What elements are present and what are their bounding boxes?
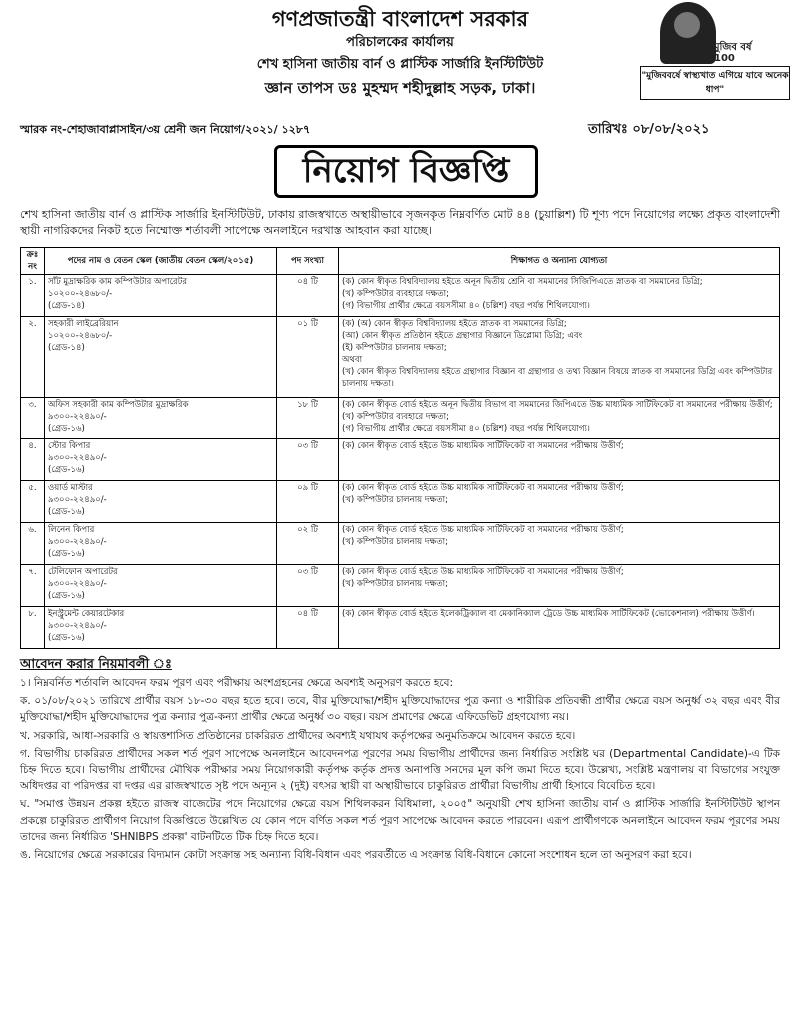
post-name-cell xyxy=(45,439,277,481)
post-serial: ২. xyxy=(21,316,45,397)
requirement-line: (খ) কম্পিউটার চালনায় দক্ষতা; xyxy=(342,579,448,590)
post-scale: ৯৩০০-২২৪৯০/- xyxy=(48,621,107,632)
posts-table xyxy=(20,247,780,649)
post-scale: ১০২০০-২৪৬৮০/- xyxy=(48,289,113,299)
memo-reference: স্মারক নং-শেহাজাবাপ্লাসাইন/৩য় শ্রেনী জন নিয়োগ/২০২১/ ১২৮৭ xyxy=(20,123,311,136)
post-serial: ৩. xyxy=(21,397,45,439)
requirement-line: (ক) কোন স্বীকৃত বোর্ড হইতে অনূন দ্বিতীয় বিভাগ বা সমমানের জিপিএতে উচ্চ মাধ্যমিক সার্টিফিকেট বা সমমানের পরীক্ষায় উত্তীর্ণ; xyxy=(342,399,773,410)
post-grade: (গ্রেড-১৬) xyxy=(48,507,85,518)
post-count: ০৩ টি xyxy=(277,439,339,481)
post-name-cell xyxy=(45,565,277,607)
post-serial: ৮. xyxy=(21,607,45,649)
post-grade: (গ্রেড-১৬) xyxy=(48,549,85,560)
post-name: ইনস্ট্রুমেন্ট কেয়ারটেকার xyxy=(48,609,125,620)
post-count: ০৩ টি xyxy=(277,565,339,607)
requirement-line: (খ) কম্পিউটার চালনায় দক্ষতা; xyxy=(342,495,448,506)
post-name-cell xyxy=(45,316,277,397)
rule-item: ১। নিম্নবর্নিত শর্তাবলি আবেদন ফরম পূরণ এবং পরীক্ষায় অংশগ্রহনের ক্ষেত্রে অবশ্যই অনুসরণ করতে হবে: xyxy=(20,677,454,689)
notice-title-box xyxy=(274,145,538,198)
post-grade: (গ্রেড-১৪) xyxy=(48,342,85,353)
requirement-line: (আ) কোন স্বীকৃত প্রতিষ্ঠান হইতে গ্রন্থাগার বিজ্ঞানে ডিপ্লোমা ডিগ্রি; এবং xyxy=(342,330,583,341)
header-post-count: পদ সংখ্যা xyxy=(277,248,339,275)
letterhead xyxy=(150,6,650,100)
memo-date: তারিখঃ ০৮/০৮/২০২১ xyxy=(588,122,710,137)
post-name: সাঁট মুদ্রাক্ষরিক কাম কম্পিউটার অপারেটর xyxy=(48,277,188,287)
table-header-row xyxy=(21,248,780,275)
portrait-icon xyxy=(660,2,716,64)
post-requirements xyxy=(339,481,780,523)
post-count: ০৪ টি xyxy=(277,607,339,649)
post-grade: (গ্রেড-১৬) xyxy=(48,633,85,644)
post-name: টেলিফোন অপারেটর xyxy=(48,567,118,578)
post-name-cell xyxy=(45,523,277,565)
post-requirements xyxy=(339,275,780,317)
post-requirements xyxy=(339,565,780,607)
requirement-line: (ক) কোন স্বীকৃত বোর্ড হইতে ইলেকট্রিক্যাল বা মেকানিক্যাল ট্রেডে উচ্চ মাধ্যমিক সার্টিফিকেট (ভোকেশনাল) পরীক্ষায় উত্তীর্ণ। xyxy=(342,609,755,620)
slogan-box: "মুজিববর্ষে স্বাস্থ্যখাত এগিয়ে যাবে অনেক ধাপ" xyxy=(640,66,790,100)
requirement-line: (খ) কম্পিউটার ব্যবহারে দক্ষতা; xyxy=(342,289,449,299)
rule-item: ক. ০১/০৮/২০২১ তারিখে প্রার্থীর বয়স ১৮-৩০ বছর হতে হবে। তবে, বীর মুক্তিযোদ্ধা/শহীদ মুক্তিযোদ্ধাদের পুত্র কন্যা ও শারীরিক প্রতিবন্ধী প্রার্থীর ক্ষেত্রে বয়স অনুর্ধ্ব ৩২ বছর এবং বীর মুক্তিযোদ্ধা/শহীদ মুক্তিযোদ্ধাদের পুত্র কন্যার পুত্র-কন্যা প্রার্থীর ক্ষেত্রে অনুর্ধ্ব ৩০ বছর। বয়স প্রমাণের ক্ষেত্রে এফিডেভিট গ্রহণযোগ্য নয়। xyxy=(20,695,780,724)
rule-item: খ. সরকারি, আধা-সরকারি ও স্বায়ত্তশাসিত প্রতিষ্ঠানের চাকরিরত প্রার্থীদের অবশ্যই যথাযথ কর্তৃপক্ষের অনুমতিক্রমে আবেদন করতে হবে। xyxy=(20,729,576,742)
post-name-cell xyxy=(45,481,277,523)
post-scale: ১০২০০-২৪৬৮০/- xyxy=(48,330,113,341)
post-name: স্টোর কিপার xyxy=(48,441,91,452)
header-requirements: শিক্ষাগত ও অন্যান্য যোগ্যতা xyxy=(339,248,780,275)
notice-title: নিয়োগ বিজ্ঞপ্তি xyxy=(302,151,510,191)
post-scale: ৯৩০০-২২৪৯০/- xyxy=(48,411,107,422)
post-scale: ৯৩০০-২২৪৯০/- xyxy=(48,453,107,464)
table-row xyxy=(21,565,780,607)
post-grade: (গ্রেড-১৬) xyxy=(48,465,85,476)
requirement-line: (ক) কোন স্বীকৃত বিশ্ববিদ্যালয় হইতে অনূন দ্বিতীয় শ্রেনি বা সমমানের সিজিপিএতে স্নাতক বা সমমানের ডিগ্রি; xyxy=(342,277,703,287)
post-grade: (গ্রেড-১৬) xyxy=(48,423,85,434)
requirement-line: (ক) কোন স্বীকৃত বোর্ড হইতে উচ্চ মাধ্যমিক সার্টিফিকেট বা সমমানের পরীক্ষায় উত্তীর্ণ; xyxy=(342,567,624,578)
rule-item: গ. বিভাগীয় চাকরিরত প্রার্থীদের সকল শর্ত পূরণ সাপেক্ষে অনলাইনে আবেদনপত্র পূরণের সময় বিভাগীয় প্রার্থীদের জন্য নির্ধারিত সংশ্লিষ্ট ঘর (Departmental Candidate)-এ টিক চিহ্ন দিতে হবে। বিভাগীয় প্রার্থীদের মৌখিক পরীক্ষার সময় নিয়োগকারী কর্তৃপক্ষ কর্তৃক প্রদত্ত অনাপত্তি সনদের মূল কপি জমা দিতে হবে। উল্লেখ্য, সংশ্লিষ্ট মন্ত্রণালয় বা বিভাগের সংযুক্ত অধিদপ্তর বা পরিদপ্তর বা দপ্তর এর রাজস্বখাতে সৃষ্ট পদে অন্যূন ২ (দুই) বৎসর স্থায়ী বা অস্থায়ীভাবে চাকুরিরত প্রার্থীরা বিভাগীয় প্রার্থী হিসাবে বিবেচিত হবে। xyxy=(20,747,780,793)
requirement-line: (ক) (অ) কোন স্বীকৃত বিশ্ববিদ্যালয় হইতে স্নাতক বা সমমানের ডিগ্রি; xyxy=(342,318,567,329)
rules-title: আবেদন করার নিয়মাবলী ঃ xyxy=(20,657,172,672)
requirement-line: (গ) বিভাগীয় প্রার্থীর ক্ষেত্রে বয়সসীমা ৪০ (চল্লিশ) বছর পর্যন্ত শিথিলযোগ্য। xyxy=(342,423,590,434)
post-requirements xyxy=(339,397,780,439)
mujib-borsho-logo xyxy=(658,2,768,64)
post-requirements xyxy=(339,439,780,481)
post-count: ০২ টি xyxy=(277,523,339,565)
institute-name: শেখ হাসিনা জাতীয় বার্ন ও প্লাস্টিক সার্জারি ইনস্টিটিউট xyxy=(256,57,544,72)
post-serial: ৬. xyxy=(21,523,45,565)
requirement-line: (খ) কম্পিউটার ব্যবহারে দক্ষতা; xyxy=(342,411,449,422)
header-serial: ক্রঃ নং xyxy=(21,248,45,275)
requirement-line: (খ) কম্পিউটার চালনায় দক্ষতা; xyxy=(342,537,448,548)
post-scale: ৯৩০০-২২৪৯০/- xyxy=(48,537,107,548)
requirement-line: (ক) কোন স্বীকৃত বোর্ড হইতে উচ্চ মাধ্যমিক সার্টিফিকেট বা সমমানের পরীক্ষায় উত্তীর্ণ; xyxy=(342,441,624,452)
post-name: লিনেন কিপার xyxy=(48,525,95,536)
table-row xyxy=(21,439,780,481)
logo-text: মুজিব বর্ষ 100 xyxy=(714,42,752,64)
table-row xyxy=(21,316,780,397)
government-name: গণপ্রজাতন্ত্রী বাংলাদেশ সরকার xyxy=(271,7,529,31)
institute-address: জ্ঞান তাপস ডঃ মুহম্মদ শহীদুল্লাহ সড়ক, ঢাকা। xyxy=(264,79,536,97)
requirement-line: (ক) কোন স্বীকৃত বোর্ড হইতে উচ্চ মাধ্যমিক সার্টিফিকেট বা সমমানের পরীক্ষায় উত্তীর্ণ; xyxy=(342,483,624,494)
intro-paragraph: শেখ হাসিনা জাতীয় বার্ন ও প্লাস্টিক সার্জারি ইনস্টিটিউট, ঢাকায় রাজস্বখাতে অস্থায়ীভাবে সৃজনকৃত নিম্নবর্ণিত মোট ৪৪ (চুয়াল্লিশ) টি শূণ্য পদে নিয়োগের লক্ষ্যে প্রকৃত বাংলাদেশী স্থায়ী নাগরিকদের নিকট হতে নিম্মোক্ত শর্তাবলী সাপেক্ষে অনলাইনে দরখাস্ত আহবান করা যাচ্ছে। xyxy=(20,208,780,237)
requirement-line: (ক) কোন স্বীকৃত বোর্ড হইতে উচ্চ মাধ্যমিক সার্টিফিকেট বা সমমানের পরীক্ষায় উত্তীর্ণ; xyxy=(342,525,624,536)
office-name: পরিচালকের কার্যালয় xyxy=(346,35,454,50)
post-requirements xyxy=(339,607,780,649)
requirement-line: (ই) কম্পিউটার চালনায় দক্ষতা; xyxy=(342,342,447,353)
post-grade: (গ্রেড-১৪) xyxy=(48,301,85,311)
post-serial: ৭. xyxy=(21,565,45,607)
table-row xyxy=(21,275,780,317)
post-count: ১৮ টি xyxy=(277,397,339,439)
post-scale: ৯৩০০-২২৪৯০/- xyxy=(48,579,107,590)
rule-item: ঙ. নিয়োগের ক্ষেত্রে সরকারের বিদ্যমান কোটা সংক্রান্ত সহ অন্যান্য বিধি-বিধান এবং পরবর্তীতে এ সংক্রান্ত বিধি-বিধানে কোনো সংশোধন হলে তা অনুসরণ করা হবে। xyxy=(20,849,692,862)
table-row xyxy=(21,481,780,523)
post-count: ০১ টি xyxy=(277,316,339,397)
post-count: ০৯ টি xyxy=(277,481,339,523)
rule-item: ঘ. "সমাপ্ত উন্নয়ন প্রকল্প হইতে রাজস্ব বাজেটের পদে নিয়োগের ক্ষেত্রে বয়স শিথিলকরন বিধিমালা, ২০০৫" অনুযায়ী শেখ হাসিনা জাতীয় বার্ন ও প্লাস্টিক সার্জারি ইনস্টিটিউট স্থাপন প্রকল্পে চাকুরিরত প্রার্থীগণ নিয়োগ বিজ্ঞপ্তিতে উল্লেখিত যে কোন পদে বর্ণিত সকল শর্ত পূরণ সাপেক্ষে আবেদন করতে পারবেন। এরূপ প্রার্থীগণকে অনলাইনে আবেদন ফরম পূরণের সময় তাদের জন্য নির্ধারিত 'SHNIBPS প্রকল্প' বাটনটিতে টিক চিহ্ন দিতে হবে। xyxy=(20,798,780,843)
requirement-line: অথবা xyxy=(342,354,363,365)
table-row xyxy=(21,607,780,649)
post-scale: ৯৩০০-২২৪৯০/- xyxy=(48,495,107,506)
requirement-line: (খ) কোন স্বীকৃত বিশ্ববিদ্যালয় হইতে গ্রন্থাগার বিজ্ঞান বা গ্রন্থাগার ও তথ্য বিজ্ঞান বিষয়ে স্নাতক বা সমমানের ডিগ্রি এবং কম্পিউটার চালনায় দক্ষতা। xyxy=(342,366,773,389)
post-serial: ৫. xyxy=(21,481,45,523)
post-serial: ১. xyxy=(21,275,45,317)
posts-table-body xyxy=(21,275,780,649)
table-row xyxy=(21,397,780,439)
post-name: অফিস সহকারী কাম কম্পিউটার মুদ্রাক্ষরিক xyxy=(48,399,189,410)
post-requirements xyxy=(339,523,780,565)
post-requirements xyxy=(339,316,780,397)
post-name-cell xyxy=(45,607,277,649)
rules-list xyxy=(20,675,780,865)
post-count: ০৪ টি xyxy=(277,275,339,317)
post-name: ওয়ার্ড মাস্টার xyxy=(48,483,93,494)
requirement-line: (গ) বিভাগীয় প্রার্থীর ক্ষেত্রে বয়সসীমা ৪০ (চল্লিশ) বছর পর্যন্ত শিথিলযোগ্য। xyxy=(342,301,590,311)
post-grade: (গ্রেড-১৬) xyxy=(48,591,85,602)
post-serial: ৪. xyxy=(21,439,45,481)
post-name-cell xyxy=(45,275,277,317)
post-name-cell xyxy=(45,397,277,439)
post-name: সহকারী লাইব্রেরিয়ান xyxy=(48,318,119,329)
table-row xyxy=(21,523,780,565)
header-post-name: পদের নাম ও বেতন স্কেল (জাতীয় বেতন স্কেল/২০১৫) xyxy=(45,248,277,275)
